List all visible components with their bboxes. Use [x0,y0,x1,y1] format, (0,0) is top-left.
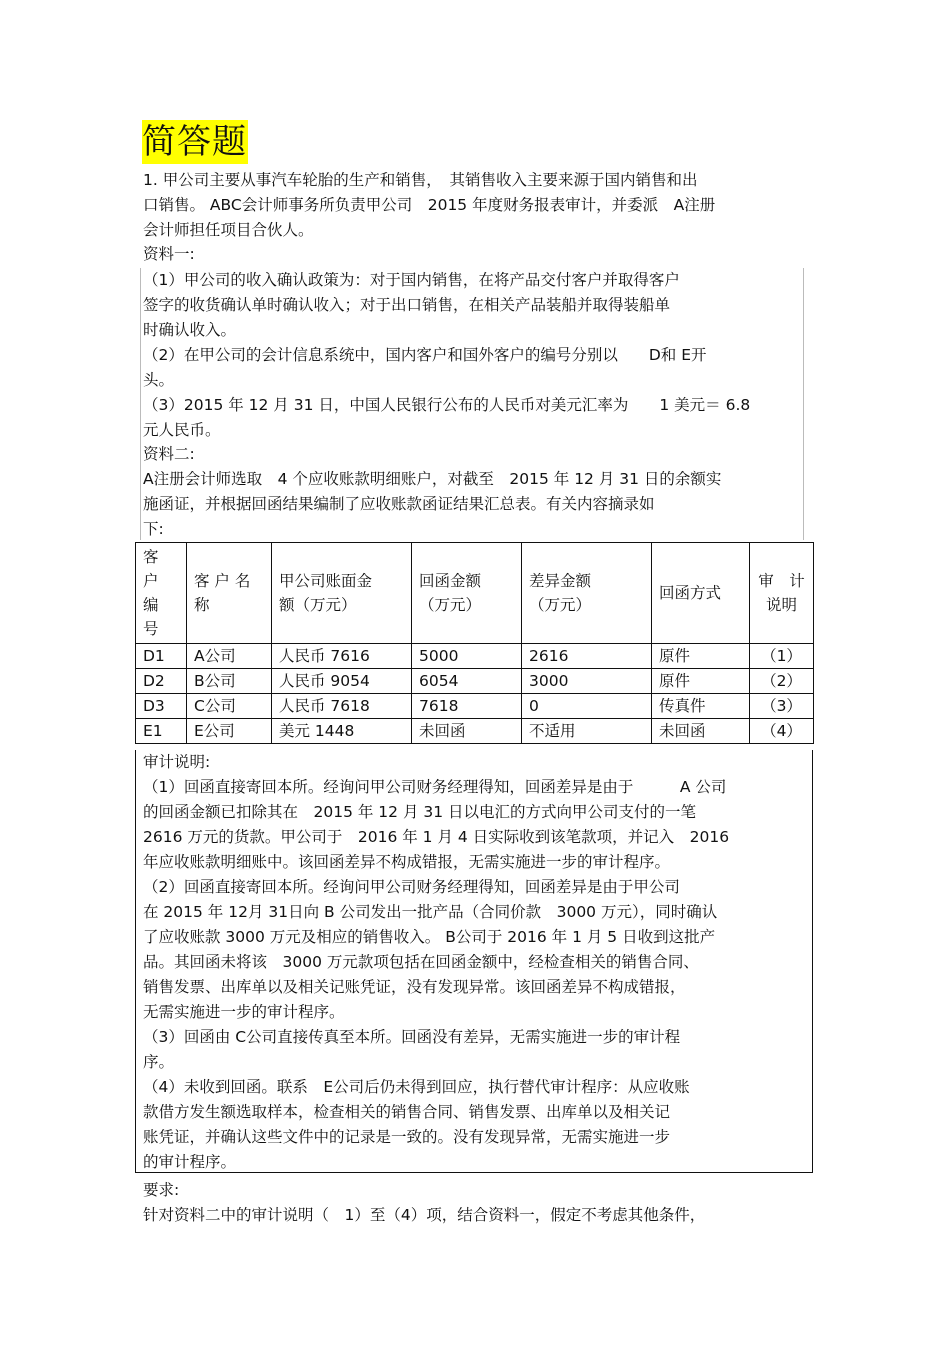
cell-book: 人民币 9054 [272,669,412,694]
audit-note-line: 的回函金额已扣除其在 2015 年 12 月 31 日以电汇的方式向甲公司支付的一笔 [143,803,697,821]
audit-notes-label: 审计说明: [143,753,211,771]
cell-code: D3 [136,694,187,719]
cell-diff: 2616 [522,644,652,669]
material2-line: 下: [143,520,164,538]
audit-note-line: （2）回函直接寄回本所。经询问甲公司财务经理得知，回函差异是由于甲公司 [143,878,680,896]
cell-name: E公司 [187,719,272,744]
cell-name: B公司 [187,669,272,694]
table-row [136,669,814,694]
cell-diff: 0 [522,694,652,719]
cell-book: 人民币 7618 [272,694,412,719]
audit-note-line: 年应收账款明细账中。该回函差异不构成错报，无需实施进一步的审计程序。 [143,853,671,871]
cell-diff: 不适用 [522,719,652,744]
cell-reply: 未回函 [412,719,522,744]
material1-line: （3）2015 年 12 月 31 日，中国人民银行公布的人民币对美元汇率为 1 美元＝ 6.8 [143,396,751,414]
cell-code: D2 [136,669,187,694]
material1-line: （2）在甲公司的会计信息系统中，国内客户和国外客户的编号分别以 D和 E开 [143,346,707,364]
audit-note-line: 销售发票、出库单以及相关记账凭证，没有发现异常。该回函差异不构成错报， [143,978,686,996]
requirement-line: 针对资料二中的审计说明（ 1）至（4）项，结合资料一，假定不考虑其他条件， [143,1206,706,1224]
cell-book: 美元 1448 [272,719,412,744]
cell-note: （4） [750,719,814,744]
material1-line: 元人民币。 [143,421,221,439]
table-row [136,719,814,744]
material2-line: 施函证，并根据回函结果编制了应收账款函证结果汇总表。有关内容摘录如 [143,495,655,513]
audit-note-line: 序。 [143,1053,175,1071]
cell-reply: 5000 [412,644,522,669]
header-book-amount: 甲公司账面金 额（万元） [272,543,412,644]
material1-line: 头。 [143,371,175,389]
audit-note-line: 在 2015 年 12月 31日向 B 公司发出一批产品（合同价款 3000 万元），同时确认 [143,903,718,921]
audit-note-line: （1）回函直接寄回本所。经询问甲公司财务经理得知，回函差异是由于 A 公司 [143,778,727,796]
cell-note: （1） [750,644,814,669]
header-reply-method: 回函方式 [652,543,750,644]
cell-name: A公司 [187,644,272,669]
intro-line: 口销售。 ABC会计师事务所负责甲公司 2015 年度财务报表审计，并委派 A注册 [143,196,716,214]
section-heading: 简答题 [142,122,247,162]
table-row [136,694,814,719]
cell-method: 未回函 [652,719,750,744]
cell-code: D1 [136,644,187,669]
requirement-label: 要求: [143,1181,180,1199]
cell-code: E1 [136,719,187,744]
cell-book: 人民币 7616 [272,644,412,669]
cell-method: 传真件 [652,694,750,719]
audit-note-line: 了应收账款 3000 万元及相应的销售收入。 B公司于 2016 年 1 月 5 日收到这批产 [143,928,716,946]
cell-method: 原件 [652,669,750,694]
audit-note-line: 款借方发生额选取样本，检查相关的销售合同、销售发票、出库单以及相关记 [143,1103,671,1121]
confirmation-results-table [135,542,814,744]
header-customer-name: 客 户 名 称 [187,543,272,644]
audit-note-line: 2616 万元的货款。甲公司于 2016 年 1 月 4 日实际收到该笔款项，并记入 2016 [143,828,730,846]
material1-label: 资料一: [143,245,195,263]
cell-reply: 6054 [412,669,522,694]
cell-note: （3） [750,694,814,719]
audit-note-line: 无需实施进一步的审计程序。 [143,1003,345,1021]
cell-name: C公司 [187,694,272,719]
audit-note-line: 账凭证，并确认这些文件中的记录是一致的。没有发现异常，无需实施进一步 [143,1128,671,1146]
header-customer-code: 客 户 编 号 [136,543,187,644]
audit-note-line: （3）回函由 C公司直接传真至本所。回函没有差异，无需实施进一步的审计程 [143,1028,681,1046]
audit-note-line: （4）未收到回函。联系 E公司后仍未得到回应，执行替代审计程序：从应收账 [143,1078,690,1096]
cell-note: （2） [750,669,814,694]
material2-line: A注册会计师选取 4 个应收账款明细账户，对截至 2015 年 12 月 31 日的余额实 [143,470,722,488]
header-audit-note: 审 计 说明 [750,543,814,644]
table-row [136,644,814,669]
table-header-row [136,543,814,644]
header-reply-amount: 回函金额 （万元） [412,543,522,644]
audit-note-line: 的审计程序。 [143,1153,237,1171]
header-difference: 差异金额 （万元） [522,543,652,644]
material2-label: 资料二: [143,445,195,463]
material1-line: 签字的收货确认单时确认收入；对于出口销售，在相关产品装船并取得装船单 [143,296,671,314]
intro-line: 会计师担任项目合伙人。 [143,221,314,239]
material1-line: （1）甲公司的收入确认政策为：对于国内销售，在将产品交付客户并取得客户 [143,271,680,289]
cell-reply: 7618 [412,694,522,719]
cell-method: 原件 [652,644,750,669]
material1-line: 时确认收入。 [143,321,237,339]
audit-note-line: 品。其回函未将该 3000 万元款项包括在回函金额中，经检查相关的销售合同、 [143,953,699,971]
intro-line: 1. 甲公司主要从事汽车轮胎的生产和销售， 其销售收入主要来源于国内销售和出 [143,171,698,189]
cell-diff: 3000 [522,669,652,694]
